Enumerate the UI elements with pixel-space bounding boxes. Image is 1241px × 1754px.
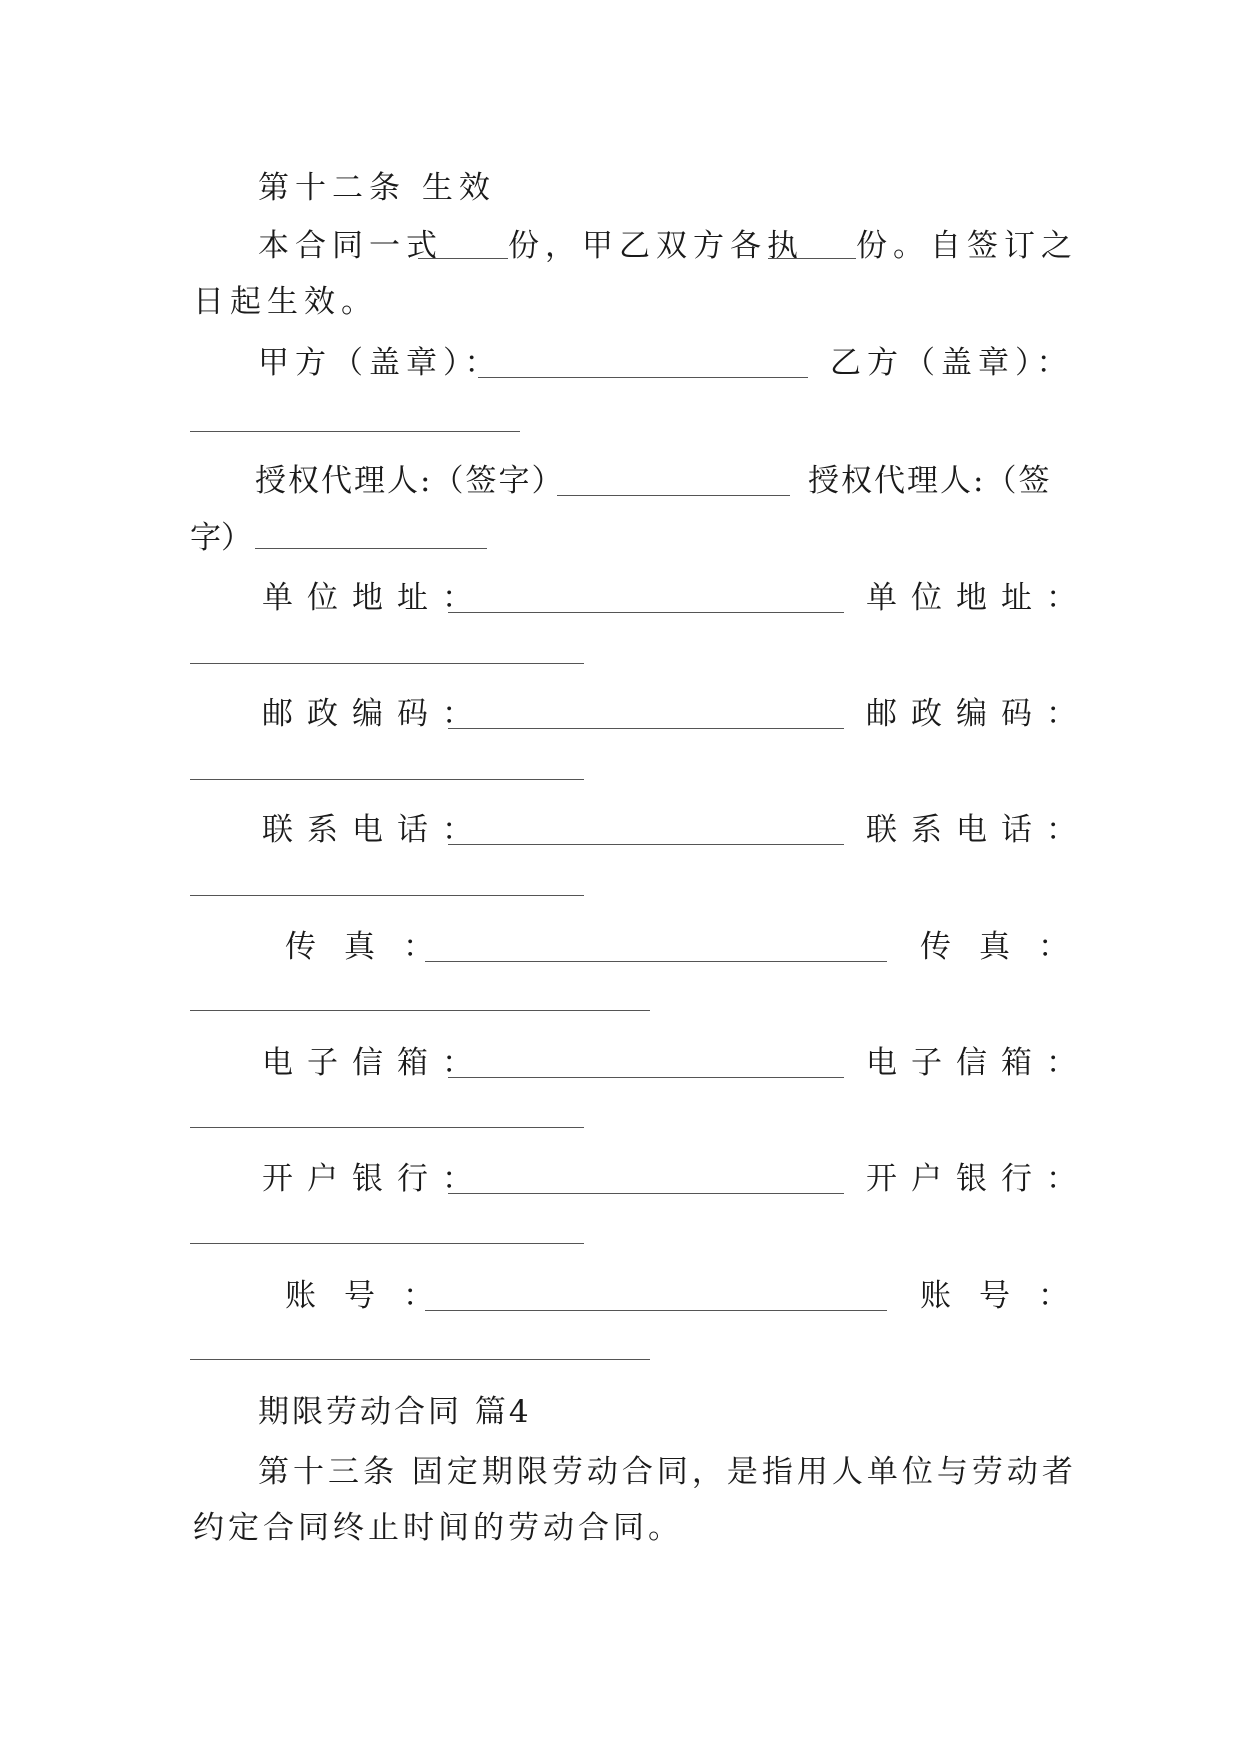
article-13-line-1 xyxy=(0,1446,1241,1498)
party-a-email-label: 电子信箱： xyxy=(262,1045,487,1081)
phone-line xyxy=(0,804,1241,856)
party-b-address-label: 单位地址： xyxy=(866,580,1091,616)
party-a-address-blank[interactable] xyxy=(448,612,844,613)
party-a-agent-blank[interactable] xyxy=(557,495,790,496)
party-a-phone-label: 联系电话： xyxy=(262,812,487,848)
seal-line xyxy=(0,337,1241,389)
article-12-text-c: 份。自签订之 xyxy=(856,228,1078,264)
copies-total-blank[interactable] xyxy=(418,258,508,259)
article-12-text-d: 日起生效。 xyxy=(193,284,378,320)
party-b-account-blank[interactable] xyxy=(190,1359,650,1360)
party-b-agent-blank[interactable] xyxy=(255,548,487,549)
party-a-postcode-blank[interactable] xyxy=(448,728,844,729)
party-a-fax-blank[interactable] xyxy=(425,961,887,962)
party-b-agent-label-part2: 字） xyxy=(190,520,252,556)
party-b-fax-blank[interactable] xyxy=(190,1010,650,1011)
party-a-bank-blank[interactable] xyxy=(448,1193,844,1194)
postcode-line xyxy=(0,688,1241,740)
party-a-seal-label: 甲方（盖章）： xyxy=(258,345,502,381)
article-12-text-b: 份，甲乙双方各执 xyxy=(508,228,804,264)
party-b-email-blank[interactable] xyxy=(190,1127,584,1128)
address-line xyxy=(0,572,1241,624)
party-b-agent-label-part1: 授权代理人:（签 xyxy=(808,463,1052,499)
bank-line xyxy=(0,1153,1241,1205)
account-line xyxy=(0,1270,1241,1322)
party-b-phone-label: 联系电话： xyxy=(866,812,1091,848)
party-b-postcode-label: 邮政编码： xyxy=(866,696,1091,732)
party-b-postcode-blank[interactable] xyxy=(190,779,584,780)
party-b-seal-label: 乙方（盖章）： xyxy=(830,345,1074,381)
party-a-address-label: 单位地址： xyxy=(262,580,487,616)
article-13-text-2: 约定合同终止时间的劳动合同。 xyxy=(193,1510,683,1546)
article-13-line-2 xyxy=(0,1502,1241,1554)
party-a-postcode-label: 邮政编码： xyxy=(262,696,487,732)
party-a-phone-blank[interactable] xyxy=(448,844,844,845)
article-12-text-a: 本合同一式 xyxy=(258,228,443,264)
party-a-fax-label: 传真： xyxy=(285,929,462,965)
article-12-heading-line xyxy=(0,162,1241,214)
party-a-account-blank[interactable] xyxy=(425,1310,887,1311)
party-a-email-blank[interactable] xyxy=(448,1077,844,1078)
agent-line-2 xyxy=(0,512,1241,564)
article-12-body-line-1 xyxy=(0,220,1241,272)
email-line xyxy=(0,1037,1241,1089)
party-b-address-blank[interactable] xyxy=(190,663,584,664)
article-12-body-line-2 xyxy=(0,276,1241,328)
agent-line xyxy=(0,455,1241,507)
section-heading-line xyxy=(0,1386,1241,1438)
article-12-heading: 第十二条 生效 xyxy=(258,170,496,206)
article-13-text-1: 第十三条 固定期限劳动合同，是指用人单位与劳动者 xyxy=(258,1454,1077,1490)
party-b-account-label: 账号： xyxy=(920,1278,1097,1314)
section-heading: 期限劳动合同 篇4 xyxy=(258,1394,532,1430)
party-a-seal-blank[interactable] xyxy=(478,377,808,378)
party-b-seal-blank[interactable] xyxy=(190,431,520,432)
party-a-account-label: 账号： xyxy=(285,1278,462,1314)
party-b-phone-blank[interactable] xyxy=(190,895,584,896)
party-a-agent-label: 授权代理人:（签字） xyxy=(255,463,565,499)
fax-line xyxy=(0,921,1241,973)
party-a-bank-label: 开户银行： xyxy=(262,1161,487,1197)
party-b-email-label: 电子信箱： xyxy=(866,1045,1091,1081)
copies-each-blank[interactable] xyxy=(768,258,856,259)
party-b-fax-label: 传真： xyxy=(920,929,1097,965)
party-b-bank-blank[interactable] xyxy=(190,1243,584,1244)
party-b-bank-label: 开户银行： xyxy=(866,1161,1091,1197)
